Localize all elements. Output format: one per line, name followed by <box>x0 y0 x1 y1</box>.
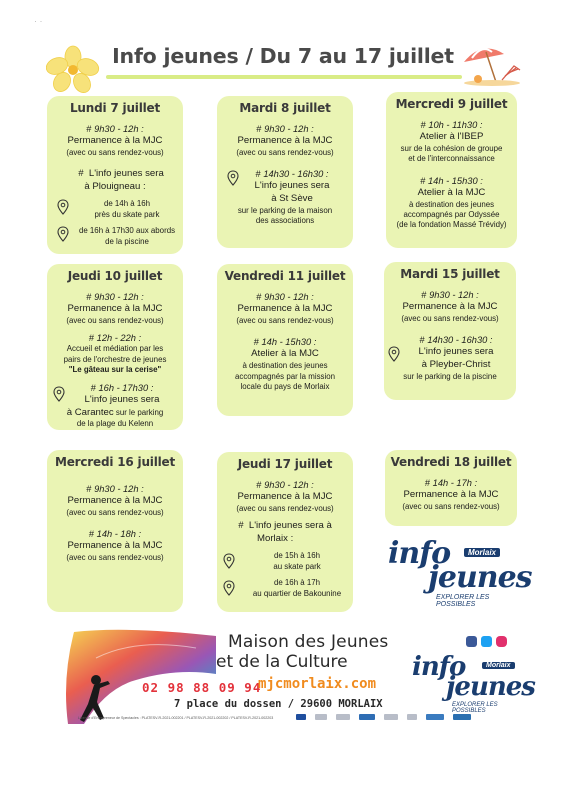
slot-note: (avec ou sans rendez-vous) <box>66 553 164 563</box>
slot-place: à St Sève <box>271 193 313 205</box>
stop-row: de 16h à 17h30 aux abords de la piscine <box>47 226 183 247</box>
location-pin-icon <box>53 386 65 402</box>
slot-place: L'info jeunes sera <box>418 346 494 358</box>
day-heading: Jeudi 10 juillet <box>67 269 163 283</box>
slot-note: (avec ou sans rendez-vous) <box>66 147 164 157</box>
partner-logo-icon <box>407 714 417 720</box>
info-jeunes-logo: info jeunes Morlaix EXPLORER LES POSSIBLES <box>388 536 532 608</box>
stop-row: de 14h à 16h près du skate park <box>47 199 183 220</box>
slot-note: (avec ou sans rendez-vous) <box>402 501 500 511</box>
slot-time: # 10h - 11h30 : <box>386 119 517 131</box>
slot-time: # 9h30 - 12h : <box>47 483 183 495</box>
slot-time: # 9h30 - 12h : <box>217 123 353 135</box>
stop-row: de 15h à 16h au skate park <box>217 551 353 572</box>
partner-logo-icon <box>426 714 444 720</box>
slot-time: # 14h30 - 16h30 : <box>231 168 353 180</box>
slot-note: (avec ou sans rendez-vous) <box>66 315 164 325</box>
day-card-vendredi-18 <box>385 450 517 526</box>
partner-logos <box>296 714 471 720</box>
facebook-icon[interactable] <box>466 636 477 647</box>
slot-note: (avec ou sans rendez-vous) <box>236 315 334 325</box>
mjc-banner <box>66 628 534 728</box>
page-title: Info jeunes / Du 7 au 17 juillet <box>112 44 454 68</box>
paint-splash-illustration <box>66 628 216 728</box>
day-heading: Mardi 15 juillet <box>400 267 500 281</box>
partner-logo-icon <box>384 714 398 720</box>
slot-place: Permanence à la MJC <box>237 303 333 315</box>
location-pin-icon <box>223 553 235 569</box>
slot-time: # 14h - 17h : <box>385 477 517 489</box>
slot-place: Atelier à la MJC <box>417 186 486 198</box>
scan-mark: · · <box>34 16 43 26</box>
twitter-icon[interactable] <box>481 636 492 647</box>
slot-place: Permanence à la MJC <box>402 301 498 313</box>
location-pin-icon <box>57 199 69 215</box>
location-pin-icon <box>223 580 235 596</box>
slot-place: à Plouigneau : <box>84 180 146 192</box>
location-pin-icon <box>227 170 239 186</box>
location-pin-icon <box>388 346 400 362</box>
slot-time: # 9h30 - 12h : <box>217 479 353 491</box>
location-pin-icon <box>57 226 69 242</box>
slot-place: L'info jeunes sera <box>254 180 330 192</box>
org-name-line1: Maison des Jeunes <box>228 632 389 652</box>
day-card-mardi-15: Mardi 15 juillet # 9h30 - 12h : Permanence à la MJC (avec ou sans rendez-vous) # 14h30 - 16h30 : L'info jeunes sera à Pleyber-Christ sur le parking de la piscine <box>384 262 516 400</box>
partner-logo-icon <box>453 714 471 720</box>
slot-time: # 14h - 15h30 : <box>217 336 353 348</box>
instagram-icon[interactable] <box>496 636 507 647</box>
website-link[interactable]: mjcmorlaix.com <box>258 676 377 692</box>
day-card-mercredi-16 <box>47 450 183 612</box>
slot-time: # 9h30 - 12h : <box>217 291 353 303</box>
slot-time: # 14h - 18h : <box>47 528 183 540</box>
day-heading: Jeudi 17 juillet <box>237 457 333 471</box>
slot-place: Permanence à la MJC <box>67 495 163 507</box>
slot-time: # 14h - 15h30 : <box>386 175 517 187</box>
slot-note: (avec ou sans rendez-vous) <box>236 503 334 513</box>
info-jeunes-logo-footer: info jeunes Morlaix EXPLORER LES POSSIBLES <box>412 652 535 714</box>
slot-time: # 16h - 17h30 : <box>61 382 183 394</box>
partner-logo-icon <box>336 714 350 720</box>
slot-time: # 14h30 - 16h30 : <box>396 334 516 346</box>
slot-place: Permanence à la MJC <box>237 135 333 147</box>
slot-note: (avec ou sans rendez-vous) <box>236 147 334 157</box>
slot-place: # L'info jeunes sera à <box>238 520 332 532</box>
slot-place: # L'info jeunes sera <box>78 168 164 180</box>
slot-place: Atelier à la MJC <box>251 348 319 360</box>
partner-logo-icon <box>315 714 327 720</box>
day-heading: Mardi 8 juillet <box>239 101 331 115</box>
slot-time: # 9h30 - 12h : <box>47 291 183 303</box>
slot-place: Permanence à la MJC <box>67 303 163 315</box>
day-heading: Vendredi 18 juillet <box>390 455 512 469</box>
day-heading: Lundi 7 juillet <box>69 101 160 115</box>
org-name-line2: et de la Culture <box>216 652 348 672</box>
slot-time: # 12h - 22h : <box>47 332 183 344</box>
day-card-lundi-7 <box>47 96 183 254</box>
slot-place: Permanence à la MJC <box>67 540 163 552</box>
partner-logo-icon <box>296 714 306 720</box>
slot-place: Morlaix : <box>257 532 294 544</box>
stop-row <box>217 168 353 206</box>
phone-number: 02 98 88 09 94 <box>142 680 262 695</box>
day-card-mardi-8: Mardi 8 juillet # 9h30 - 12h : Permanence à la MJC (avec ou sans rendez-vous) # 14h30 - 16h30 : L'info jeunes sera à St Sève sur le parking de la maison des associations <box>217 96 353 248</box>
stop-row <box>384 334 516 372</box>
slot-place: Permanence à la MJC <box>67 135 163 147</box>
slot-place: Permanence à la MJC <box>403 489 499 501</box>
slot-place: Permanence à la MJC <box>237 491 333 503</box>
licence-text: Licence d'Entrepreneur de Spectacles : PLATESV-R-2021-002201 / PLATESV-R-2021-002202 / PLATESV-R-2021-002203 <box>78 716 274 720</box>
day-heading: Mercredi 16 juillet <box>55 455 175 469</box>
slot-place: L'info jeunes sera <box>84 393 160 405</box>
slot-time: # 9h30 - 12h : <box>384 289 516 301</box>
title-underline <box>106 75 462 79</box>
stop-row: de 16h à 17h au quartier de Bakounine <box>217 578 353 599</box>
slot-note: (avec ou sans rendez-vous) <box>66 507 164 517</box>
day-card-mercredi-9: Mercredi 9 juillet # 10h - 11h30 : Atelier à l'IBEP sur de la cohésion de groupe et de l'interconnaissance # 14h - 15h30 : Atelier à la MJC à destination des jeunes accompagnés par Odyssée (de la fondation Massé Trévidy) <box>386 92 517 248</box>
slot-time: # 9h30 - 12h : <box>47 123 183 135</box>
day-heading: Vendredi 11 juillet <box>224 269 346 283</box>
slot-place: Atelier à l'IBEP <box>419 131 484 143</box>
social-links <box>466 636 507 647</box>
day-heading: Mercredi 9 juillet <box>395 97 508 111</box>
day-card-vendredi-11: Vendredi 11 juillet # 9h30 - 12h : Permanence à la MJC (avec ou sans rendez-vous) # 14h - 15h30 : Atelier à la MJC à destination des jeunes accompagnés par la mission locale du pays de Morlaix <box>217 264 353 416</box>
stop-row <box>47 382 183 407</box>
slot-note: (avec ou sans rendez-vous) <box>401 313 499 323</box>
partner-logo-icon <box>359 714 375 720</box>
day-card-jeudi-17 <box>217 452 353 612</box>
slot-place: à Pleyber-Christ <box>421 359 491 371</box>
day-card-jeudi-10: Jeudi 10 juillet # 9h30 - 12h : Permanence à la MJC (avec ou sans rendez-vous) # 12h - 22h : Accueil et médiation par les pairs de l'orchestre de jeunes "Le gâteau sur la cerise" # 16h - 17h30 : L'info jeunes sera à Carantec sur le parking de la plage du Kelenn <box>47 264 183 430</box>
postal-address: 7 place du dossen / 29600 MORLAIX <box>174 698 383 710</box>
